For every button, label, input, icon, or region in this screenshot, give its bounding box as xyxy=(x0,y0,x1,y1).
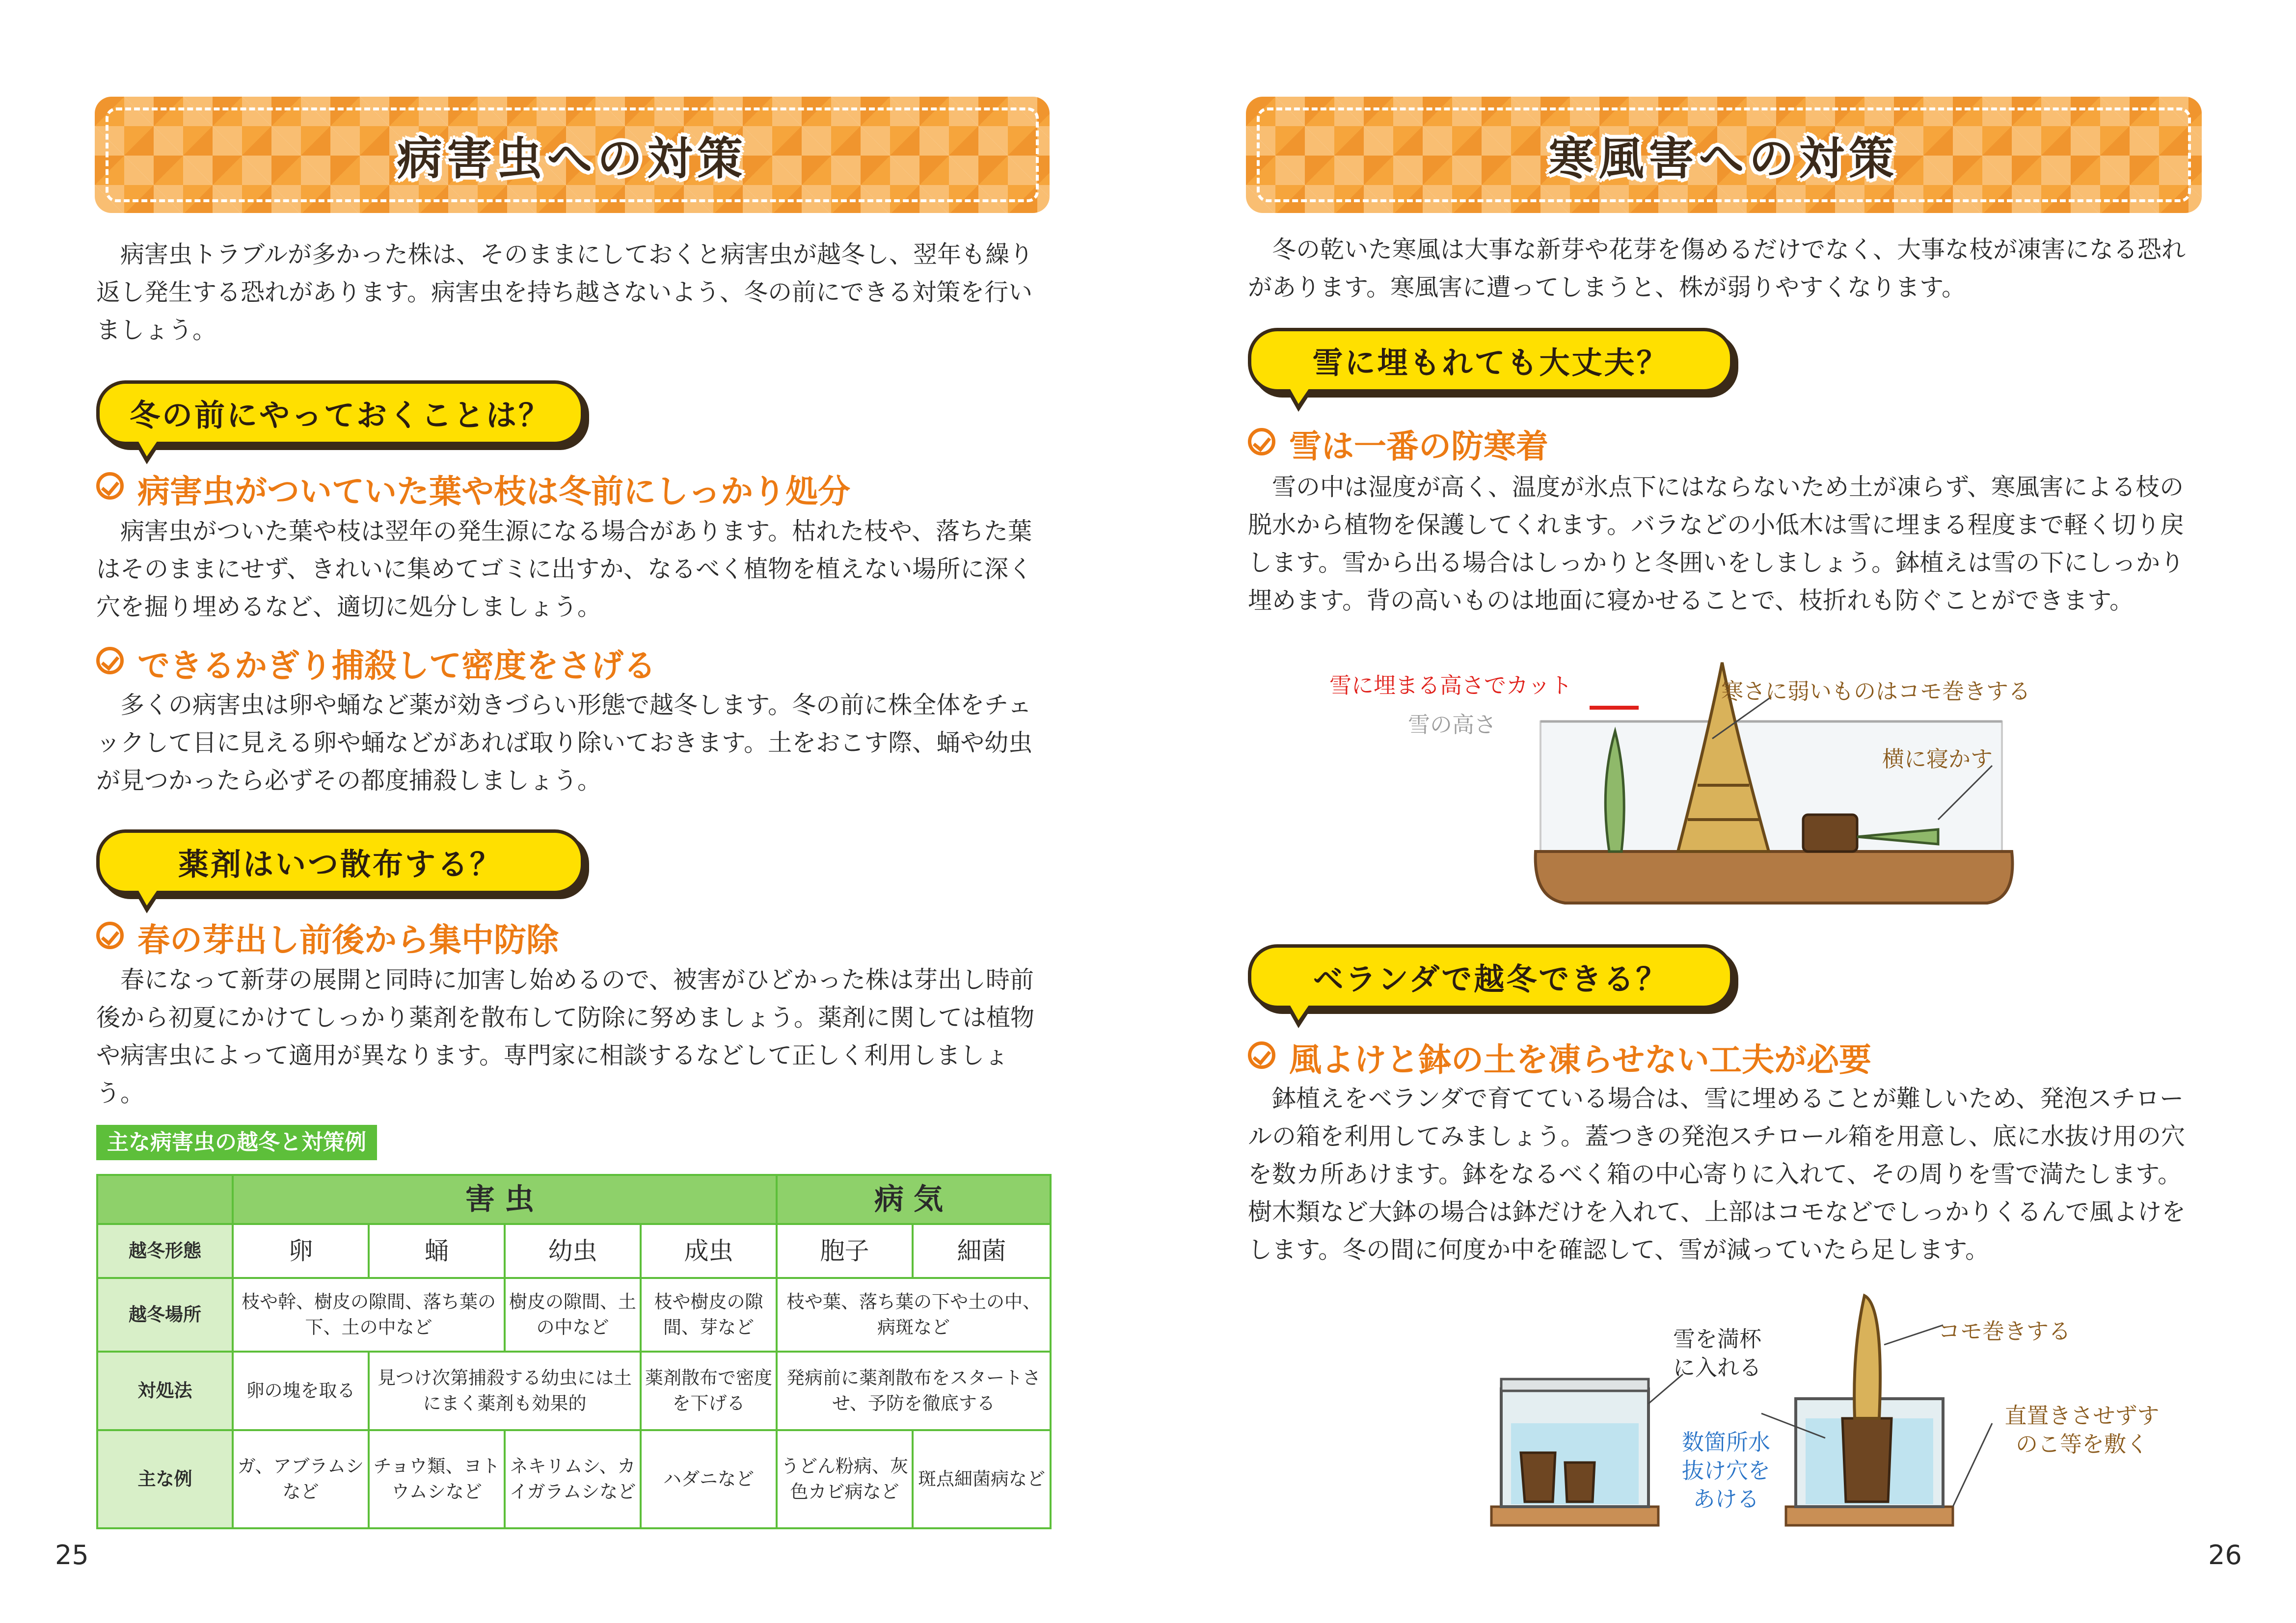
subheading-veranda: 風よけと鉢の土を凍らせない工夫が必要 xyxy=(1289,1041,1872,1079)
label-fill-snow: 雪を満杯に入れる xyxy=(1673,1326,1761,1381)
label-sunoko: 直置きさせずすのこ等を敷く xyxy=(2004,1403,2160,1457)
page-number: 26 xyxy=(2208,1540,2242,1570)
table-cell: 樹皮の隙間、土の中など xyxy=(505,1278,641,1352)
subheading-spring: 春の芽出し前後から集中防除 xyxy=(137,921,559,959)
intro-text-pests: 病害虫トラブルが多かった株は、そのままにしておくと病害虫が越冬し、翌年も繰り返し発生する恐れがあります。病害虫を持ち越さないよう、冬の前にできる対策を行いましょう。 xyxy=(96,240,1034,344)
question-pill-spray xyxy=(96,829,584,894)
body-snow: 雪の中は湿度が高く、温度が氷点下にはならないため土が凍らず、寒風害による枝の脱水から植物を保護してくれます。バラなどの小低木は雪に埋まる程度まで軽く切り戻します。雪から出る場合はしっかりと冬囲いをしましょう。鉢植えは雪の下にしっかり埋めます。背の高いものは地面に寝かせることで、枝折れも防ぐことができます。 xyxy=(1248,473,2185,614)
table-cell: 幼虫 xyxy=(505,1224,641,1278)
table-corner xyxy=(97,1175,233,1224)
table-cell: 卵 xyxy=(233,1224,369,1278)
table-cell: うどん粉病、灰色カビ病など xyxy=(777,1430,913,1528)
table-cell: チョウ類、ヨトウムシなど xyxy=(369,1430,505,1528)
pill-label: 雪に埋もれても大丈夫？ xyxy=(1312,345,1669,381)
row-head-examples: 主な例 xyxy=(97,1430,233,1528)
pill-label: ベランダで越冬できる？ xyxy=(1313,961,1669,997)
body-capture: 多くの病害虫は卵や蛹など薬が効きづらい形態で越冬します。冬の前に株全体をチェックして目に見える卵や蛹などがあれば取り除いておきます。土をおこす際、蛹や幼虫が見つかったら必ずその都度捕殺しましょう。 xyxy=(96,691,1033,795)
row-head-form: 越冬形態 xyxy=(97,1224,233,1278)
table-cell: 枝や幹、樹皮の隙間、落ち葉の下、土の中など xyxy=(233,1278,505,1352)
label-snow-height: 雪の高さ xyxy=(1408,712,1497,738)
table-cell: 枝や樹皮の隙間、芽など xyxy=(641,1278,777,1352)
check-circle-icon xyxy=(96,472,124,500)
row-head-place: 越冬場所 xyxy=(97,1278,233,1352)
pest-table xyxy=(96,1174,1052,1529)
subheading-snow: 雪は一番の防寒着 xyxy=(1289,427,1548,465)
table-cell: 枝や葉、落ち葉の下や土の中、病斑など xyxy=(777,1278,1051,1352)
page-number: 25 xyxy=(55,1540,89,1570)
row-head-action: 対処法 xyxy=(97,1352,233,1430)
right-page xyxy=(1148,0,2296,1623)
table-cell: ガ、アブラムシなど xyxy=(233,1430,369,1528)
label-komo: 寒さに弱いものはコモ巻きする xyxy=(1721,678,2031,704)
question-pill-before-winter xyxy=(96,380,584,445)
pill-label: 薬剤はいつ散布する？ xyxy=(178,846,502,882)
table-group-pest: 害虫 xyxy=(233,1175,777,1224)
table-cell: 細菌 xyxy=(913,1224,1051,1278)
pill-label: 冬の前にやっておくことは？ xyxy=(129,397,551,433)
table-cell: 斑点細菌病など xyxy=(913,1430,1051,1528)
page-title-pests: 病害虫への対策 xyxy=(397,132,748,185)
table-cell: 卵の塊を取る xyxy=(233,1352,369,1430)
page-title-wind: 寒風害への対策 xyxy=(1548,132,1899,185)
check-circle-icon xyxy=(96,922,124,949)
body-veranda: 鉢植えをベランダで育てている場合は、雪に埋めることが難しいため、発泡スチロールの箱を利用してみましょう。蓋つきの発泡スチロール箱を用意し、底に水抜け用の穴を数カ所あけます。鉢をなるべく箱の中心寄りに入れて、その周りを雪で満たします。樹木類など大鉢の場合は鉢だけを入れて、上部はコモなどでしっかりくるんで風よけをします。冬の間に何度か中を確認して、雪が減っていたら足します。 xyxy=(1248,1085,2186,1264)
table-cell: 見つけ次第捕殺する幼虫には土にまく薬剤も効果的 xyxy=(369,1352,641,1430)
label-lay-down: 横に寝かす xyxy=(1882,746,1993,772)
intro-text-wind: 冬の乾いた寒風は大事な新芽や花芽を傷めるだけでなく、大事な枝が凍害になる恐れがあります。寒風害に遭ってしまうと、株が弱りやすくなります。 xyxy=(1248,236,2186,301)
table-cell: 蛹 xyxy=(369,1224,505,1278)
table-cell: ハダニなど xyxy=(641,1430,777,1528)
question-pill-veranda xyxy=(1248,944,1733,1009)
title-banner-pests xyxy=(95,97,1050,213)
label-cut-height: 雪に埋まる高さでカット xyxy=(1329,672,1572,698)
check-circle-icon xyxy=(1248,1041,1275,1069)
question-pill-snow xyxy=(1248,328,1733,393)
table-cell: 発病前に薬剤散布をスタートさせ、予防を徹底する xyxy=(777,1352,1051,1430)
subheading-capture: できるかぎり捕殺して密度をさげる xyxy=(137,647,656,685)
table-cell: 胞子 xyxy=(777,1224,913,1278)
body-spring: 春になって新芽の展開と同時に加害し始めるので、被害がひどかった株は芽出し時前後から初夏にかけてしっかり薬剤を散布して防除に努めましょう。薬剤に関しては植物や病害虫によって適用が異なります。専門家に相談するなどして正しく利用しましょう。 xyxy=(96,966,1035,1107)
table-caption: 主な病害虫の越冬と対策例 xyxy=(96,1125,377,1160)
label-komo-wrap: コモ巻きする xyxy=(1938,1318,2071,1344)
body-dispose: 病害虫がついた葉や枝は翌年の発生源になる場合があります。枯れた枝や、落ちた葉はそのままにせず、きれいに集めてゴミに出すか、なるべく植物を植えない場所に深く穴を掘り埋めるなど、適切に処分しましょう。 xyxy=(96,517,1033,621)
check-circle-icon xyxy=(1248,428,1275,455)
table-cell: 成虫 xyxy=(641,1224,777,1278)
check-circle-icon xyxy=(96,647,124,674)
table-group-disease: 病気 xyxy=(777,1175,1051,1224)
table-cell: 薬剤散布で密度を下げる xyxy=(641,1352,777,1430)
subheading-dispose: 病害虫がついていた葉や枝は冬前にしっかり処分 xyxy=(137,473,850,510)
table-cell: ネキリムシ、カイガラムシなど xyxy=(505,1430,641,1528)
label-drain-holes: 数箇所水抜け穴をあける xyxy=(1681,1429,1770,1512)
title-banner-wind xyxy=(1246,97,2202,213)
